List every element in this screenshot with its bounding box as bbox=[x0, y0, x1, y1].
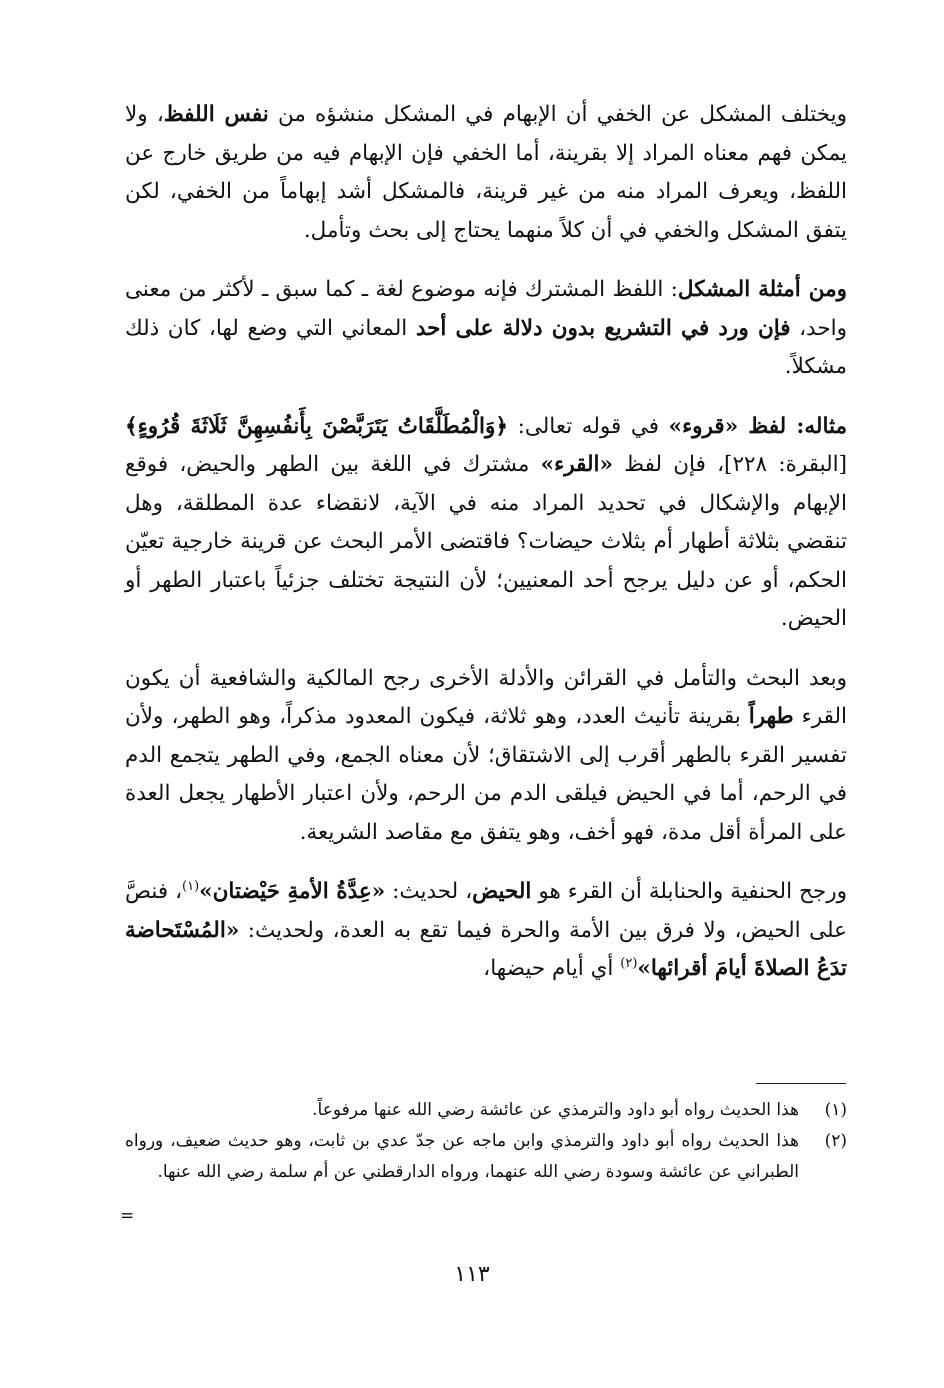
footnote-ref[interactable]: (٢) bbox=[620, 955, 638, 971]
footnotes bbox=[125, 1095, 847, 1188]
continuation-mark: = bbox=[120, 1206, 135, 1226]
quran-verse: ﴿وَالْمُطَلَّقَاتُ يَتَرَبَّصْنَ بِأَنفُسِهِنَّ ثَلَاثَةَ قُرُوءٍ﴾ bbox=[125, 413, 509, 439]
paragraph-2 bbox=[125, 271, 847, 387]
bold-segment: الحيض bbox=[472, 879, 532, 904]
text-segment: وبعد البحث والتأمل في القرائن والأدلة الأخرى رجح المالكية والشافعية أن يكون القرء bbox=[125, 665, 847, 729]
footnote-1 bbox=[125, 1095, 847, 1126]
paragraph-4 bbox=[125, 660, 847, 853]
page-number: ١١٣ bbox=[454, 1262, 490, 1287]
hadith-quote: «المُسْتَحاضة تدَعُ الصلاةَ أيامَ أقرائها» bbox=[125, 917, 847, 981]
main-text bbox=[125, 96, 847, 1010]
text-segment: : اللفظ المشترك فإنه موضوع لغة ـ كما سبق ـ لأكثر من معنى واحد، bbox=[125, 277, 847, 341]
footnote-number: (٢) bbox=[824, 1131, 847, 1151]
footnote-ref[interactable]: (١) bbox=[182, 878, 200, 894]
text-segment: أي أيام حيضها، bbox=[483, 956, 621, 981]
bold-segment: طهراً bbox=[748, 704, 794, 729]
text-segment: مشترك في اللغة بين الطهر والحيض، فوقع الإبهام والإشكال في تحديد المراد منه في الآية، لانقضاء عدة المطلقة، وهل تنقضي بثلاثة أطهار أم بثلاث حيضات؟ فاقتضى الأمر البحث عن قرينة خارجية تعيّن الحكم، أو عن دليل يرجح أحد المعنيين؛ لأن النتيجة تختلف جزئياً باعتبار الطهر أو الحيض. bbox=[125, 452, 847, 631]
text-segment: ويختلف المشكل عن الخفي أن الإبهام في المشكل منشؤه من bbox=[268, 102, 848, 127]
text-segment: ، ولا يمكن فهم معناه المراد إلا بقرينة، أما الخفي فإن الإبهام فيه من طريق خارج عن اللفظ، ويعرف المراد منه من غير قرينة، فالمشكل أشد إبهاماً من الخفي، لكن يتفق المشكل والخفي في أن كلاً منهما يحتاج إلى بحث وتأمل. bbox=[125, 102, 847, 243]
footnote-text: هذا الحديث رواه أبو داود والترمذي وابن ماجه عن جدّ عدي بن ثابت، وهو حديث ضعيف، ورواه الطبراني عن عائشة وسودة رضي الله عنهما، ورواه الدارقطني عن أم سلمة رضي الله عنها. bbox=[125, 1131, 799, 1182]
text-segment: ، لحديث: bbox=[385, 879, 473, 904]
paragraph-5 bbox=[125, 873, 847, 989]
footnote-2 bbox=[125, 1126, 847, 1188]
text-segment: بقرينة تأنيث العدد، وهو ثلاثة، فيكون المعدود مذكراً، وهو الطهر، ولأن تفسير القرء بالطهر أقرب إلى الاشتقاق؛ لأن معناه الجمع، وفي الطهر يتجمع الدم في الرحم، أما في الحيض فيلقى الدم من الرحم، ولأن اعتبار الأطهار يجعل العدة على المرأة أقل مدة، فهو أخف، وهو يتفق مع مقاصد الشريعة. bbox=[125, 704, 847, 845]
hadith-quote: «عِدَّةُ الأمةِ حَيْضتان» bbox=[199, 879, 386, 904]
footnote-number: (١) bbox=[824, 1100, 847, 1120]
bold-segment: نفس اللفظ bbox=[163, 102, 269, 127]
bold-segment: «القرء» bbox=[540, 452, 613, 477]
paragraph-3 bbox=[125, 408, 847, 639]
bold-segment: فإن ورد في التشريع بدون دلالة على أحد bbox=[415, 315, 791, 341]
text-segment: [البقرة: ٢٢٨]، فإن لفظ bbox=[612, 452, 848, 477]
footnote-divider bbox=[756, 1083, 846, 1084]
text-segment: المعاني التي وضع لها، كان ذلك مشكلاً. bbox=[125, 315, 847, 379]
text-segment: ، فنصَّ على الحيض، ولا فرق بين الأمة والحرة فيما تقع به العدة، ولحديث: bbox=[125, 879, 847, 943]
text-segment: في قوله تعالى: bbox=[508, 413, 669, 439]
paragraph-1 bbox=[125, 96, 847, 250]
bold-segment: ومن أمثلة المشكل bbox=[677, 277, 847, 302]
bold-segment: مثاله: لفظ «قروء» bbox=[668, 413, 847, 439]
footnote-text: هذا الحديث رواه أبو داود والترمذي عن عائشة رضي الله عنها مرفوعاً. bbox=[312, 1100, 799, 1120]
text-segment: ورجح الحنفية والحنابلة أن القرء هو bbox=[531, 879, 847, 904]
